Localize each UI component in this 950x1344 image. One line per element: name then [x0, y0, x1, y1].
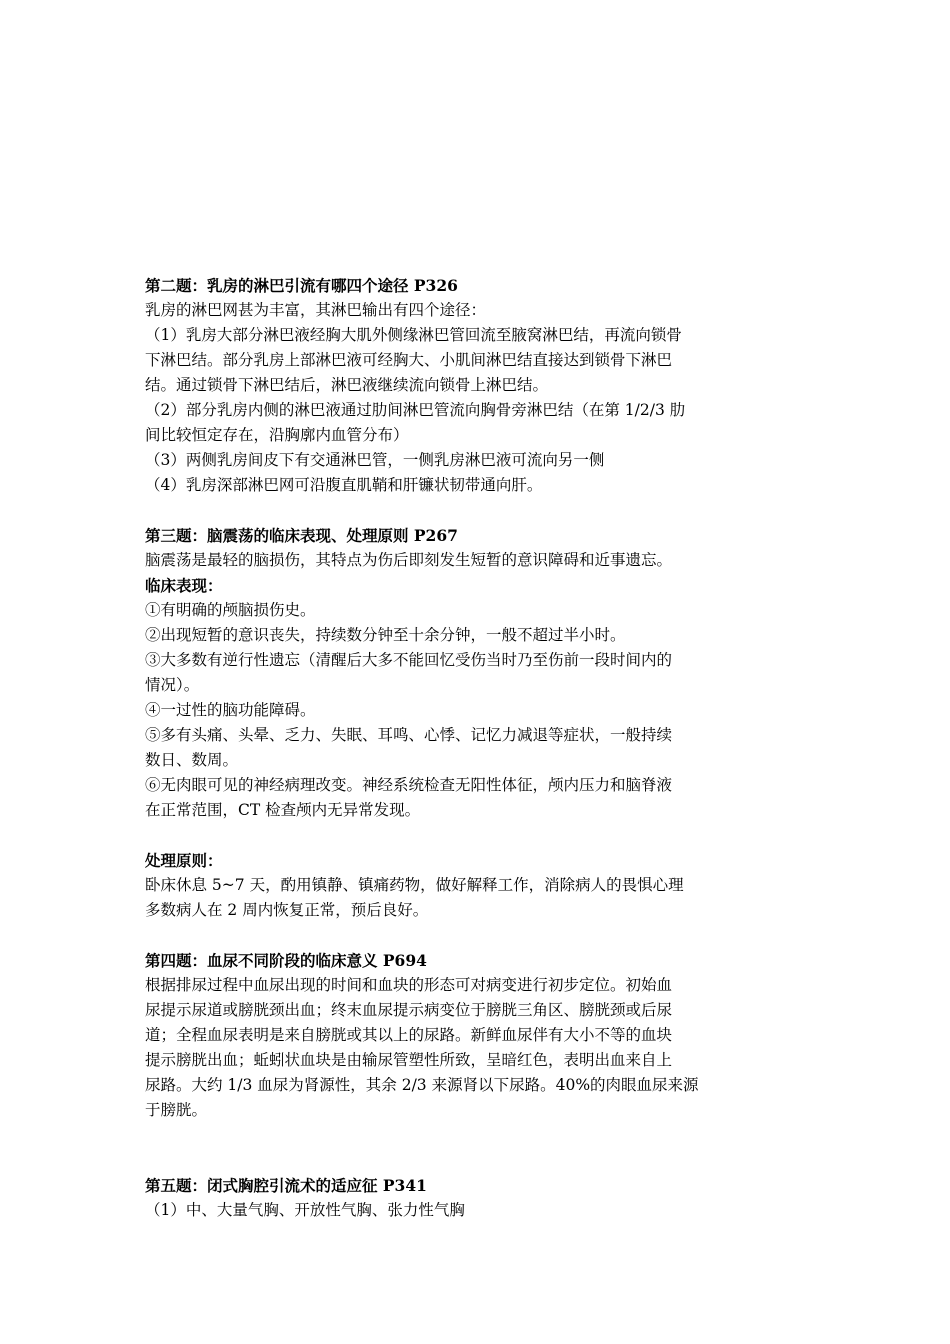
clinical-line-3: ③大多数有逆行性遗忘（清醒后大多不能回忆受伤当时乃至伤前一段时间内的 — [145, 651, 673, 669]
clinical-line-7: 数日、数周。 — [145, 751, 239, 769]
question-5-line-1: （1）中、大量气胸、开放性气胸、张力性气胸 — [145, 1201, 465, 1219]
treatment-line-1: 卧床休息 5~7 天，酌用镇静、镇痛药物，做好解释工作，消除病人的畏惧心理 — [145, 876, 684, 894]
clinical-line-8: ⑥无肉眼可见的神经病理改变。神经系统检查无阳性体征，颅内压力和脑脊液 — [145, 776, 673, 794]
question-2-line-2: （1）乳房大部分淋巴液经胸大肌外侧缘淋巴管回流至腋窝淋巴结，再流向锁骨 — [145, 326, 682, 344]
document-page — [145, 273, 815, 1223]
question-4-line-2: 尿提示尿道或膀胱颈出血；终末血尿提示病变位于膀胱三角区、膀胱颈或后尿 — [145, 1001, 673, 1019]
question-3-title: 第三题：脑震荡的临床表现、处理原则 P267 — [145, 526, 458, 545]
question-4-title: 第四题：血尿不同阶段的临床意义 P694 — [145, 951, 427, 970]
clinical-line-1: ①有明确的颅脑损伤史。 — [145, 601, 316, 619]
question-3-intro: 脑震荡是最轻的脑损伤，其特点为伤后即刻发生短暂的意识障碍和近事遗忘。 — [145, 551, 673, 569]
question-2-line-1: 乳房的淋巴网甚为丰富，其淋巴输出有四个途径： — [145, 301, 487, 319]
section-spacer — [145, 923, 815, 948]
clinical-line-9: 在正常范围，CT 检查颅内无异常发现。 — [145, 801, 421, 819]
question-4-line-4: 提示膀胱出血；蚯蚓状血块是由输尿管塑性所致，呈暗红色，表明出血来自上 — [145, 1051, 673, 1069]
section-spacer — [145, 498, 815, 523]
clinical-line-5: ④一过性的脑功能障碍。 — [145, 701, 316, 719]
question-2-section — [145, 273, 815, 498]
question-5-section — [145, 1173, 815, 1223]
section-spacer — [145, 823, 815, 848]
question-2-line-8: （4）乳房深部淋巴网可沿腹直肌鞘和肝镰状韧带通向肝。 — [145, 476, 543, 494]
question-2-line-7: （3）两侧乳房间皮下有交通淋巴管，一侧乳房淋巴液可流向另一侧 — [145, 451, 605, 469]
question-4-line-1: 根据排尿过程中血尿出现的时间和血块的形态可对病变进行初步定位。初始血 — [145, 976, 673, 994]
clinical-line-4: 情况）。 — [145, 676, 200, 694]
question-5-title: 第五题：闭式胸腔引流术的适应征 P341 — [145, 1176, 427, 1195]
clinical-heading: 临床表现： — [145, 576, 223, 595]
clinical-line-2: ②出现短暂的意识丧失，持续数分钟至十余分钟，一般不超过半小时。 — [145, 626, 626, 644]
question-4-line-3: 道；全程血尿表明是来自膀胱或其以上的尿路。新鲜血尿伴有大小不等的血块 — [145, 1026, 673, 1044]
question-2-title: 第二题：乳房的淋巴引流有哪四个途径 P326 — [145, 276, 458, 295]
treatment-line-2: 多数病人在 2 周内恢复正常，预后良好。 — [145, 901, 429, 919]
question-3-section — [145, 523, 815, 923]
question-4-section — [145, 948, 815, 1123]
question-4-line-5: 尿路。大约 1/3 血尿为肾源性，其余 2/3 来源肾以下尿路。40%的肉眼血尿来源 — [145, 1076, 699, 1094]
question-4-line-6: 于膀胱。 — [145, 1101, 208, 1119]
question-2-line-6: 间比较恒定存在，沿胸廓内血管分布） — [145, 426, 409, 444]
question-2-line-4: 结。通过锁骨下淋巴结后，淋巴液继续流向锁骨上淋巴结。 — [145, 376, 549, 394]
clinical-line-6: ⑤多有头痛、头晕、乏力、失眠、耳鸣、心悸、记忆力减退等症状，一般持续 — [145, 726, 673, 744]
treatment-heading: 处理原则： — [145, 851, 223, 870]
section-spacer — [145, 1123, 815, 1173]
question-2-line-5: （2）部分乳房内侧的淋巴液通过肋间淋巴管流向胸骨旁淋巴结（在第 1/2/3 肋 — [145, 401, 686, 419]
question-2-line-3: 下淋巴结。部分乳房上部淋巴液可经胸大、小肌间淋巴结直接达到锁骨下淋巴 — [145, 351, 673, 369]
